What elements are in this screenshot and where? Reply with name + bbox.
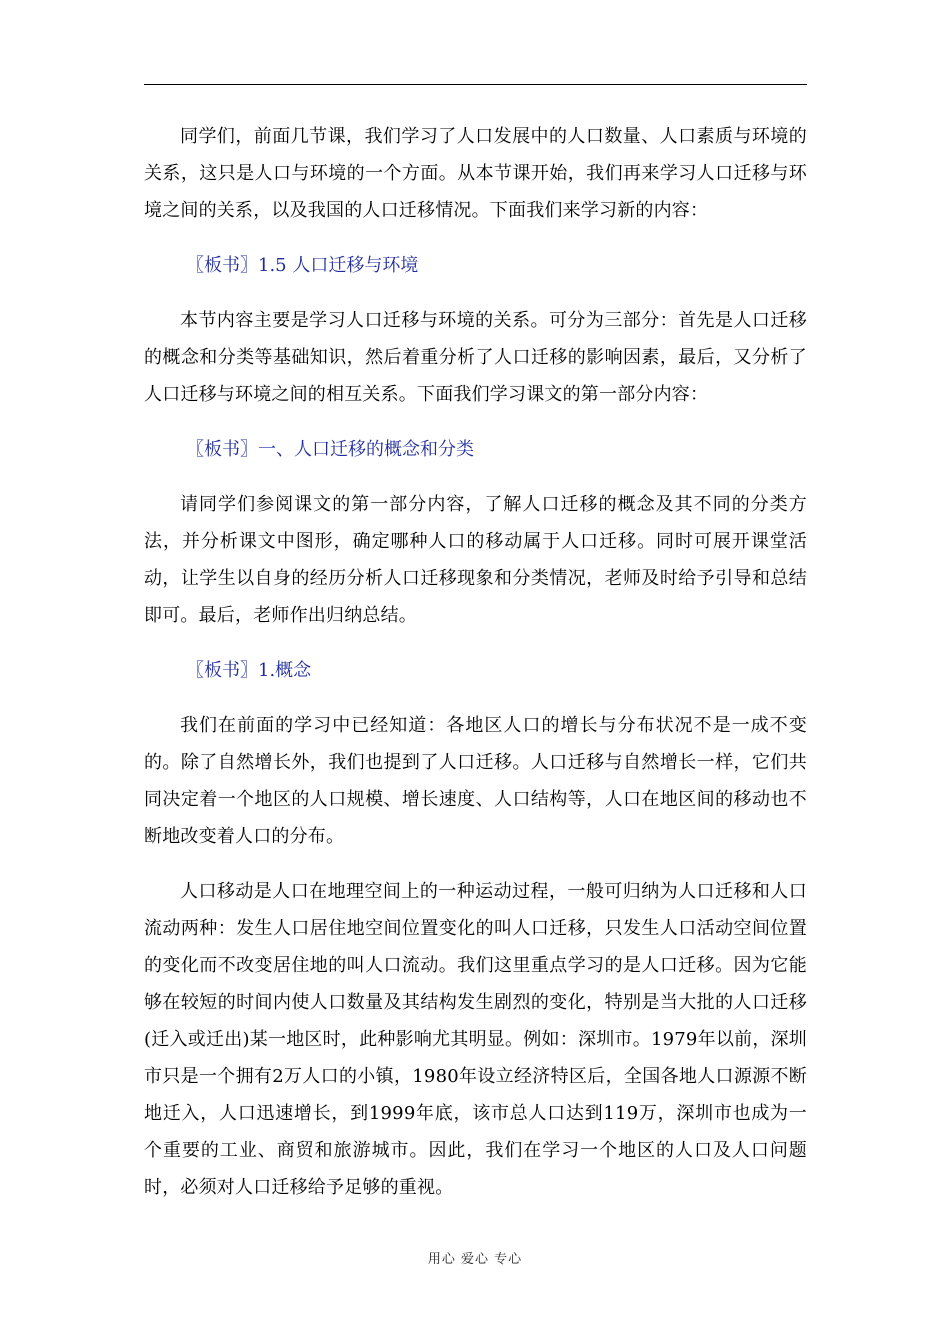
header-rule bbox=[144, 84, 807, 85]
intro-paragraph: 同学们，前面几节课，我们学习了人口发展中的人口数量、人口素质与环境的关系，这只是人口与环境的一个方面。从本节课开始，我们再来学习人口迁移与环境之间的关系，以及我国的人口迁移情况。下面我们来学习新的内容： bbox=[144, 126, 807, 221]
activity-paragraph: 请同学们参阅课文的第一部分内容，了解人口迁移的概念及其不同的分类方法，并分析课文中图形，确定哪种人口的移动属于人口迁移。同时可展开课堂活动，让学生以自身的经历分析人口迁移现象和分类情况，老师及时给予引导和总结即可。最后，老师作出归纳总结。 bbox=[144, 494, 807, 626]
migration-definition-paragraph: 人口移动是人口在地理空间上的一种运动过程，一般可归纳为人口迁移和人口流动两种：发生人口居住地空间位置变化的叫人口迁移，只发生人口活动空间位置的变化而不改变居住地的叫人口流动。我们这里重点学习的是人口迁移。因为它能够在较短的时间内使人口数量及其结构发生剧烈的变化，特别是当大批的人口迁移(迁入或迁出)某一地区时，此种影响尤其明显。例如：深圳市。1979年以前，深圳市只是一个拥有2万人口的小镇，1980年设立经济特区后，全国各地人口源源不断地迁入，人口迅速增长，到1999年底，该市总人口达到119万，深圳市也成为一个重要的工业、商贸和旅游城市。因此，我们在学习一个地区的人口及人口问题时，必须对人口迁移给予足够的重视。 bbox=[144, 881, 807, 1198]
board-heading-part-one: 〖板书〗一、人口迁移的概念和分类 bbox=[186, 439, 474, 460]
board-heading-concept: 〖板书〗1.概念 bbox=[186, 660, 312, 681]
document-body bbox=[144, 118, 807, 1206]
concept-paragraph: 我们在前面的学习中已经知道：各地区人口的增长与分布状况不是一成不变的。除了自然增长外，我们也提到了人口迁移。人口迁移与自然增长一样，它们共同决定着一个地区的人口规模、增长速度、人口结构等，人口在地区间的移动也不断地改变着人口的分布。 bbox=[144, 715, 807, 847]
page-footer: 用心 爱心 专心 bbox=[427, 1252, 523, 1267]
board-heading-section: 〖板书〗1.5 人口迁移与环境 bbox=[186, 255, 419, 276]
section-overview-paragraph: 本节内容主要是学习人口迁移与环境的关系。可分为三部分：首先是人口迁移的概念和分类等基础知识，然后着重分析了人口迁移的影响因素，最后，又分析了人口迁移与环境之间的相互关系。下面我们学习课文的第一部分内容： bbox=[144, 310, 807, 405]
